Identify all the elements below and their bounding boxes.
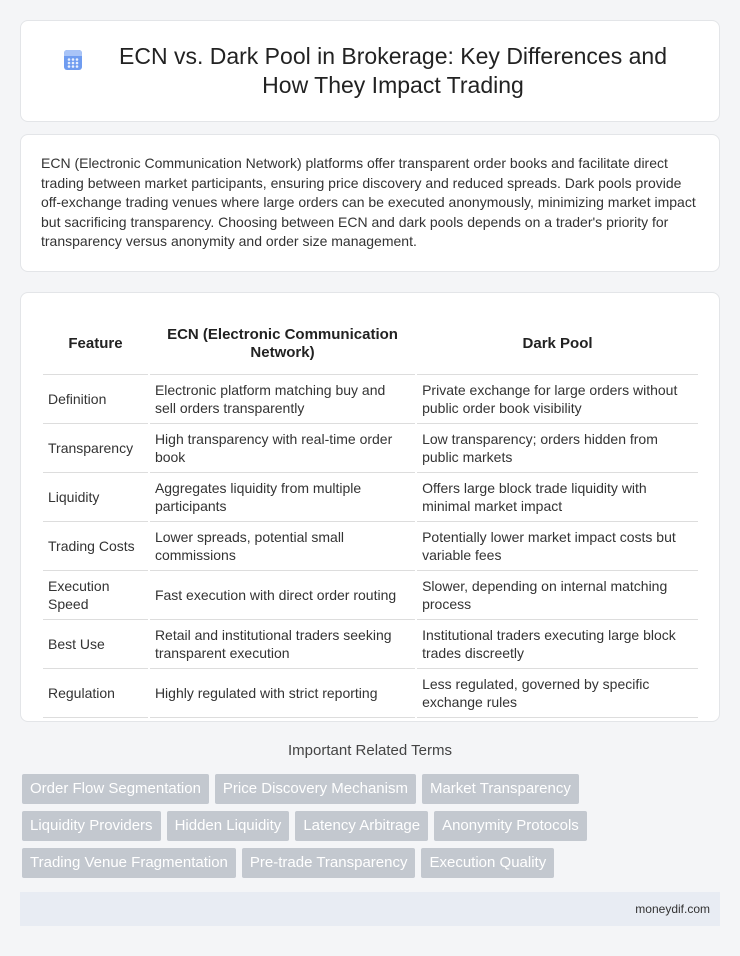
feature-cell: Transparency (43, 424, 148, 473)
feature-cell: Regulation (43, 669, 148, 718)
table-row (43, 424, 698, 473)
dark-pool-cell: Private exchange for large orders without public order book visibility (417, 375, 698, 424)
table-row (43, 375, 698, 424)
footer-site-link[interactable]: moneydif.com (635, 902, 710, 916)
table-row (43, 620, 698, 669)
related-term-tag[interactable]: Hidden Liquidity (167, 811, 290, 841)
header-dark-pool: Dark Pool (417, 313, 698, 375)
dark-pool-cell: Less regulated, governed by specific exchange rules (417, 669, 698, 718)
dark-pool-cell: Low transparency; orders hidden from public markets (417, 424, 698, 473)
feature-cell: Best Use (43, 620, 148, 669)
related-term-tag[interactable]: Price Discovery Mechanism (215, 774, 416, 804)
related-term-tag[interactable]: Order Flow Segmentation (22, 774, 209, 804)
header-ecn: ECN (Electronic Communication Network) (150, 313, 415, 375)
table-row (43, 473, 698, 522)
related-term-tag[interactable]: Liquidity Providers (22, 811, 161, 841)
feature-cell: Definition (43, 375, 148, 424)
related-term-tag[interactable]: Execution Quality (421, 848, 554, 878)
ecn-cell: Fast execution with direct order routing (150, 571, 415, 620)
intro-card (20, 134, 720, 272)
title-card (20, 20, 720, 122)
ecn-cell: Highly regulated with strict reporting (150, 669, 415, 718)
related-term-tag[interactable]: Pre-trade Transparency (242, 848, 416, 878)
calculator-icon (61, 48, 85, 72)
related-term-tag[interactable]: Latency Arbitrage (295, 811, 428, 841)
dark-pool-cell: Potentially lower market impact costs but variable fees (417, 522, 698, 571)
related-term-tag[interactable]: Anonymity Protocols (434, 811, 587, 841)
feature-cell: Liquidity (43, 473, 148, 522)
related-terms-list (22, 774, 712, 878)
ecn-cell: Lower spreads, potential small commissions (150, 522, 415, 571)
ecn-cell: High transparency with real-time order book (150, 424, 415, 473)
comparison-card (20, 292, 720, 722)
table-header-row (43, 313, 698, 375)
ecn-cell: Aggregates liquidity from multiple participants (150, 473, 415, 522)
table-row (43, 571, 698, 620)
feature-cell: Trading Costs (43, 522, 148, 571)
related-term-tag[interactable]: Trading Venue Fragmentation (22, 848, 236, 878)
dark-pool-cell: Slower, depending on internal matching process (417, 571, 698, 620)
comparison-table (41, 313, 700, 718)
ecn-cell: Electronic platform matching buy and sell orders transparently (150, 375, 415, 424)
related-terms-heading: Important Related Terms (288, 742, 452, 759)
dark-pool-cell: Institutional traders executing large block trades discreetly (417, 620, 698, 669)
table-row (43, 669, 698, 718)
footer (20, 892, 720, 926)
related-term-tag[interactable]: Market Transparency (422, 774, 579, 804)
feature-cell: Execution Speed (43, 571, 148, 620)
intro-paragraph: ECN (Electronic Communication Network) platforms offer transparent order books and facilitate direct trading between market participants, ensuring price discovery and reduced spreads. Dark pools provide off-exchange trading venues where large orders can be executed anonymously, minimizing market impact but sacrificing transparency. Choosing between ECN and dark pools depends on a trader's priority for transparency versus anonymity and order size management. (41, 155, 696, 250)
ecn-cell: Retail and institutional traders seeking transparent execution (150, 620, 415, 669)
header-feature: Feature (43, 313, 148, 375)
page-title: ECN vs. Dark Pool in Brokerage: Key Differences and How They Impact Trading (119, 43, 667, 98)
dark-pool-cell: Offers large block trade liquidity with minimal market impact (417, 473, 698, 522)
table-row (43, 522, 698, 571)
